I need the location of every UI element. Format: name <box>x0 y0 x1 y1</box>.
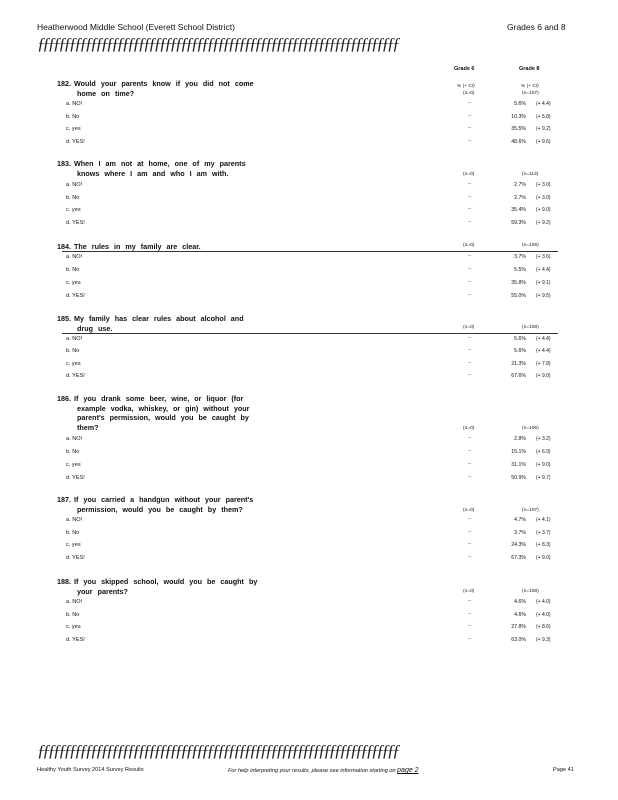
answer-option: a. NO! <box>66 182 83 188</box>
answer-option: d. YES! <box>66 293 85 299</box>
grade8-percent: 35.5% <box>511 126 526 132</box>
answer-option: b. No <box>66 113 80 120</box>
grade8-confidence-interval: (+ 9.6) <box>536 138 551 145</box>
grade6-sample-size: (n=0) <box>463 589 475 594</box>
answer-option: d. YES! <box>66 555 85 562</box>
grade6-sample-size: (n=0) <box>463 91 475 96</box>
grade6-sample-size: (n=0) <box>463 172 475 177</box>
grade8-percent: 4.6% <box>514 611 526 618</box>
grade8-confidence-interval: (+ 3.2) <box>536 436 551 442</box>
grade6-value: -- <box>468 219 472 225</box>
grade6-sample-size: (n=0) <box>463 426 475 431</box>
question-text-line: If you skipped school, would you be caught by <box>74 577 258 586</box>
grade8-confidence-interval: (+ 5.8) <box>536 113 551 120</box>
grade6-value: -- <box>468 101 472 106</box>
grade8-confidence-interval: (+ 9.2) <box>536 126 551 132</box>
grade8-confidence-interval: (+ 9.7) <box>536 475 551 481</box>
question-text-line: parent's permission, would you be caught by <box>77 413 249 422</box>
grade8-confidence-interval: (+ 4.4) <box>536 336 551 342</box>
grade8-confidence-interval: (+ 9.0) <box>536 462 551 468</box>
grade8-percent: 3.7% <box>514 529 526 536</box>
question-text-line: example vodka, whiskey, or gin) without your <box>77 403 250 413</box>
grade8-header: Grade 8 <box>519 66 540 72</box>
grade8-percent: 67.3% <box>511 555 526 562</box>
answer-option: d. YES! <box>66 475 85 481</box>
answer-option: d. YES! <box>66 219 85 226</box>
question-text-line: The rules in my family are clear. <box>74 242 201 251</box>
answer-option: c. yes <box>66 360 81 367</box>
section-divider <box>62 333 558 334</box>
question-number: 188. <box>57 577 71 586</box>
question-text-line: Would your parents know if you did not come <box>74 79 254 88</box>
grade6-value: -- <box>468 113 472 119</box>
grade8-confidence-interval: (+ 6.9) <box>536 449 551 455</box>
grade8-confidence-interval: (+ 7.8) <box>536 360 551 367</box>
grade8-confidence-interval: (+ 9.3) <box>536 636 551 643</box>
grade6-value: -- <box>468 624 472 629</box>
grade6-header: Grade 6 <box>454 66 475 72</box>
grade8-percent: 4.7% <box>514 517 526 523</box>
grade8-sample-size: (n=108) <box>522 589 539 594</box>
answer-option: a. NO! <box>66 101 83 107</box>
answer-option: c. yes <box>66 207 81 213</box>
answer-option: c. yes <box>66 280 81 286</box>
grade8-confidence-interval: (+ 4.4) <box>536 101 551 107</box>
answer-option: b. No <box>66 529 80 536</box>
grade8-confidence-interval: (+ 3.7) <box>536 529 551 536</box>
question-text-line: permission, would you be caught by them? <box>77 504 243 514</box>
question-text-line: them? <box>77 422 99 432</box>
grade8-percent: 21.3% <box>511 360 526 367</box>
question-number: 185. <box>57 314 71 323</box>
answer-option: b. No <box>66 267 80 273</box>
grade6-value: -- <box>468 636 472 642</box>
answer-option: c. yes <box>66 462 81 468</box>
grade8-percent: 35.4% <box>511 207 526 213</box>
grade8-confidence-interval: (+ 4.1) <box>536 517 551 523</box>
question-text-line: If you drank some beer, wine, or liquor (for <box>74 394 244 403</box>
answer-option: c. yes <box>66 542 81 549</box>
grade8-percent: 2.7% <box>514 182 526 188</box>
school-name: Heatherwood Middle School (Everett School District) <box>37 22 235 32</box>
answer-option: d. YES! <box>66 372 85 379</box>
grade8-percent: 4.6% <box>514 599 526 605</box>
grade8-percent: 10.3% <box>511 113 526 120</box>
answer-option: a. NO! <box>66 599 83 605</box>
grade8-percent: 35.8% <box>511 280 526 286</box>
grade8-percent: 48.6% <box>511 138 526 145</box>
grade8-percent: 5.6% <box>514 101 526 107</box>
footer-decoration: ƒƒƒƒƒƒƒƒƒƒƒƒƒƒƒƒƒƒƒƒƒƒƒƒƒƒƒƒƒƒƒƒƒƒƒƒƒƒƒƒƒƒƒƒƒƒƒƒƒƒƒƒƒƒƒƒƒƒƒƒƒƒƒƒƒƒƒƒ <box>37 741 398 760</box>
question-text-line: If you carried a handgun without your parent's <box>74 495 254 504</box>
question-number: 187. <box>57 495 71 504</box>
answer-option: d. YES! <box>66 636 85 643</box>
grade8-confidence-interval: (+ 4.0) <box>536 611 551 618</box>
grade8-confidence-interval: (+ 8.6) <box>536 624 551 630</box>
grade8-percent: 5.6% <box>514 348 526 355</box>
answer-option: a. NO! <box>66 436 83 442</box>
grade6-value: -- <box>468 126 472 131</box>
grade8-confidence-interval: (+ 4.0) <box>536 599 551 605</box>
grade6-value: -- <box>468 542 472 548</box>
grade6-value: -- <box>468 267 472 272</box>
question-text-line: home on time? <box>77 88 135 98</box>
grade6-value: -- <box>468 336 472 341</box>
footer-survey-title: Healthy Youth Survey 2014 Survey Results <box>37 767 144 773</box>
grade6-pct-header: % (+ CI) <box>457 84 475 89</box>
grade6-value: -- <box>468 348 472 354</box>
question-text-line: your parents? <box>77 586 128 596</box>
grade6-value: -- <box>468 599 472 604</box>
grade6-sample-size: (n=0) <box>463 243 475 248</box>
grade6-value: -- <box>468 611 472 617</box>
grade8-sample-size: (n=108) <box>522 325 539 330</box>
grade8-percent: 27.8% <box>511 624 526 630</box>
grade8-pct-header: % (+ CI) <box>521 84 539 89</box>
grade8-sample-size: (n=109) <box>522 243 539 248</box>
grade6-value: -- <box>468 555 472 561</box>
grade8-percent: 67.6% <box>511 372 526 379</box>
answer-option: d. YES! <box>66 138 85 145</box>
page-number: Page 41 <box>553 767 574 773</box>
answer-option: b. No <box>66 449 80 455</box>
grade8-percent: 59.3% <box>511 219 526 226</box>
grade6-value: -- <box>468 529 472 535</box>
question-text-line: drug use. <box>77 323 113 333</box>
header-decoration: ƒƒƒƒƒƒƒƒƒƒƒƒƒƒƒƒƒƒƒƒƒƒƒƒƒƒƒƒƒƒƒƒƒƒƒƒƒƒƒƒƒƒƒƒƒƒƒƒƒƒƒƒƒƒƒƒƒƒƒƒƒƒƒƒƒƒƒƒ <box>37 34 398 53</box>
grade8-percent: 2.8% <box>514 436 526 442</box>
grade8-confidence-interval: (+ 4.4) <box>536 267 551 273</box>
grade8-sample-size: (n=113) <box>522 172 539 177</box>
grade8-percent: 63.0% <box>511 636 526 643</box>
grade8-confidence-interval: (+ 9.1) <box>536 280 551 286</box>
grade8-percent: 24.3% <box>511 542 526 549</box>
grade6-value: -- <box>468 280 472 285</box>
grade8-confidence-interval: (+ 3.6) <box>536 254 551 260</box>
grade8-confidence-interval: (+ 9.5) <box>536 293 551 299</box>
grade6-sample-size: (n=0) <box>463 508 475 513</box>
question-text-line: My family has clear rules about alcohol and <box>74 314 244 323</box>
question-number: 186. <box>57 394 71 403</box>
grade6-value: -- <box>468 449 472 454</box>
grade6-value: -- <box>468 194 472 200</box>
answer-option: c. yes <box>66 126 81 132</box>
grade8-confidence-interval: (+ 3.0) <box>536 182 551 188</box>
answer-option: a. NO! <box>66 517 83 523</box>
grade8-confidence-interval: (+ 4.4) <box>536 348 551 355</box>
grade6-value: -- <box>468 254 472 259</box>
grade8-sample-size: (n=107) <box>522 91 539 96</box>
grade6-value: -- <box>468 360 472 366</box>
answer-option: b. No <box>66 194 80 201</box>
question-text-line: When I am not at home, one of my parents <box>74 159 246 168</box>
grade8-confidence-interval: (+ 9.2) <box>536 219 551 226</box>
grade8-percent: 55.0% <box>511 293 526 299</box>
footer-page-link[interactable]: page 2 <box>397 767 419 774</box>
grade8-confidence-interval: (+ 3.0) <box>536 194 551 201</box>
grade8-confidence-interval: (+ 9.0) <box>536 372 551 379</box>
grade6-value: -- <box>468 182 472 187</box>
grade6-value: -- <box>468 517 472 522</box>
grade8-confidence-interval: (+ 9.0) <box>536 555 551 562</box>
grade6-value: -- <box>468 207 472 212</box>
grade8-percent: 5.5% <box>514 267 526 273</box>
grade8-percent: 50.9% <box>511 475 526 481</box>
grade8-confidence-interval: (+ 8.3) <box>536 542 551 549</box>
answer-option: b. No <box>66 348 80 355</box>
footer-help-text <box>228 767 419 774</box>
grades-label: Grades 6 and 8 <box>507 22 566 32</box>
answer-option: a. NO! <box>66 254 83 260</box>
grade8-percent: 5.6% <box>514 336 526 342</box>
grade6-value: -- <box>468 475 472 480</box>
answer-option: a. NO! <box>66 336 83 342</box>
grade8-sample-size: (n=106) <box>522 426 539 431</box>
grade8-percent: 31.1% <box>511 462 526 468</box>
grade6-value: -- <box>468 436 472 441</box>
answer-option: c. yes <box>66 624 81 630</box>
footer-help-sentence: For help interpreting your results, please see information starting on <box>228 768 396 774</box>
section-divider <box>62 251 558 252</box>
grade8-percent: 2.7% <box>514 194 526 201</box>
grade8-confidence-interval: (+ 9.0) <box>536 207 551 213</box>
question-text-line: knows where I am and who I am with. <box>77 168 229 178</box>
grade8-sample-size: (n=107) <box>522 508 539 513</box>
grade6-value: -- <box>468 138 472 144</box>
question-number: 184. <box>57 242 71 251</box>
question-number: 183. <box>57 159 71 168</box>
grade8-percent: 15.1% <box>511 449 526 455</box>
grade6-value: -- <box>468 372 472 378</box>
grade6-sample-size: (n=0) <box>463 325 475 330</box>
question-number: 182. <box>57 79 71 88</box>
grade6-value: -- <box>468 293 472 298</box>
answer-option: b. No <box>66 611 80 618</box>
grade6-value: -- <box>468 462 472 467</box>
grade8-percent: 3.7% <box>514 254 526 260</box>
